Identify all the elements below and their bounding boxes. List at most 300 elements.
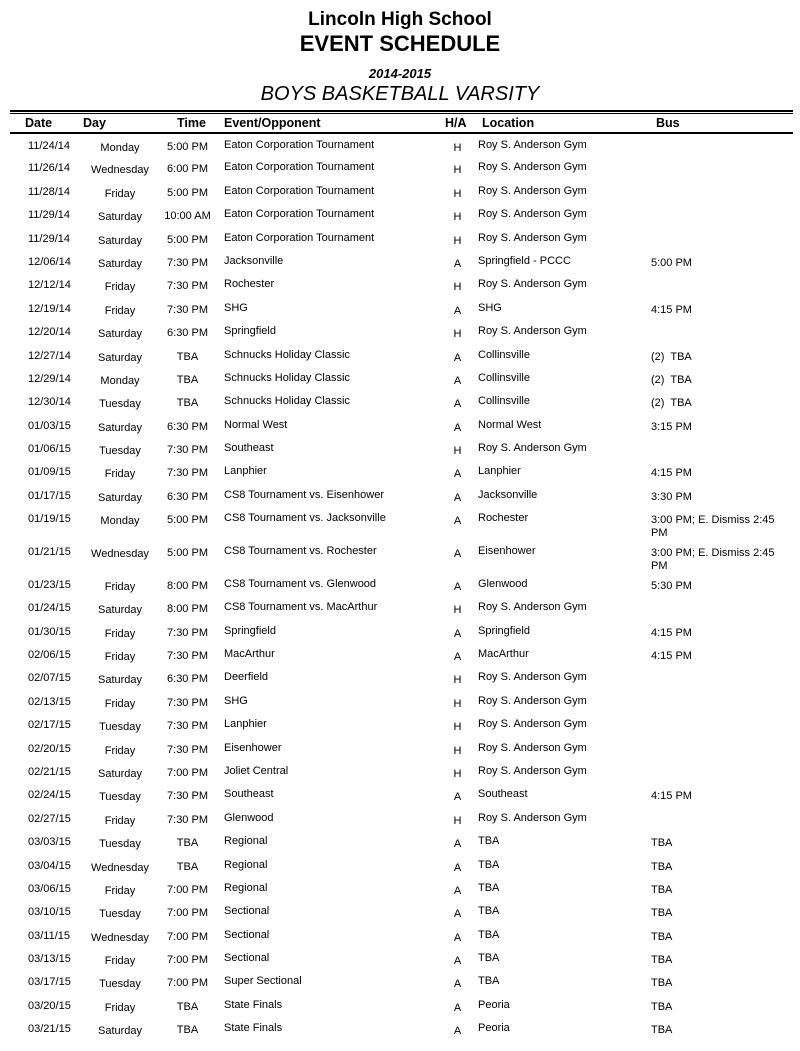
cell-date: 03/17/15 — [28, 976, 71, 989]
cell-event: Rochester — [224, 278, 275, 291]
cell-date: 02/17/15 — [28, 719, 71, 732]
cell-bus: (2) TBA — [651, 397, 692, 410]
cell-location: TBA — [478, 858, 500, 871]
cell-date: 12/20/14 — [28, 326, 71, 339]
cell-location: Rochester — [478, 512, 529, 525]
cell-ha: A — [453, 861, 462, 874]
cell-ha: A — [453, 548, 462, 561]
cell-bus: (2) TBA — [651, 373, 692, 386]
cell-date: 02/24/15 — [28, 789, 71, 802]
cell-location: TBA — [478, 952, 500, 965]
table-row — [10, 414, 793, 437]
cell-bus: TBA — [651, 837, 673, 850]
cell-bus — [645, 156, 793, 179]
cell-date: 02/13/15 — [28, 695, 71, 708]
cell-location: Roy S. Anderson Gym — [478, 278, 587, 291]
cell-time: TBA — [176, 397, 199, 410]
cell-time: 7:30 PM — [167, 743, 208, 756]
cell-date: 03/21/15 — [28, 1023, 71, 1036]
cell-event: Eaton Corporation Tournament — [224, 208, 375, 221]
cell-day: Saturday — [97, 257, 143, 270]
cell-date: 12/29/14 — [28, 372, 71, 385]
cell-bus: 5:00 PM — [651, 256, 692, 269]
cell-time: 7:30 PM — [167, 696, 208, 709]
cell-bus: TBA — [651, 1024, 673, 1037]
table-row — [10, 970, 793, 993]
cell-location: Peoria — [478, 998, 510, 1011]
cell-date: 02/21/15 — [28, 765, 71, 778]
cell-location: Normal West — [478, 418, 542, 431]
cell-location: Roy S. Anderson Gym — [478, 601, 587, 614]
cell-date: 11/26/14 — [28, 162, 71, 175]
cell-date: 03/10/15 — [28, 906, 71, 919]
cell-day: Friday — [104, 814, 136, 827]
cell-date: 01/30/15 — [28, 625, 71, 638]
column-header-day: Day — [80, 114, 160, 133]
cell-time: 7:30 PM — [167, 813, 208, 826]
table-row — [10, 713, 793, 736]
cell-ha: H — [453, 674, 462, 687]
cell-event: Southeast — [224, 442, 274, 455]
cell-date: 12/30/14 — [28, 396, 71, 409]
cell-time: 7:30 PM — [167, 303, 208, 316]
cell-day: Friday — [104, 468, 136, 481]
cell-time: 7:30 PM — [167, 467, 208, 480]
column-header-event: Event/Opponent — [215, 114, 445, 133]
cell-date: 12/19/14 — [28, 302, 71, 315]
cell-bus: TBA — [651, 907, 673, 920]
cell-day: Monday — [100, 515, 140, 528]
cell-ha: A — [453, 1025, 462, 1038]
cell-location: Roy S. Anderson Gym — [478, 694, 587, 707]
cell-location: Jacksonville — [478, 488, 538, 501]
cell-location: Roy S. Anderson Gym — [478, 671, 587, 684]
cell-event: Schnucks Holiday Classic — [224, 395, 350, 408]
cell-event: Eaton Corporation Tournament — [224, 139, 375, 151]
cell-time: 7:00 PM — [167, 930, 208, 943]
cell-day: Tuesday — [99, 398, 141, 411]
cell-event: Eaton Corporation Tournament — [224, 184, 375, 197]
cell-ha: A — [453, 627, 462, 640]
cell-event: Eaton Corporation Tournament — [224, 161, 375, 174]
cell-event: CS8 Tournament vs. MacArthur — [224, 601, 378, 614]
cell-event: Schnucks Holiday Classic — [224, 371, 350, 384]
table-row — [10, 320, 793, 343]
cell-bus — [645, 437, 793, 460]
cell-location: Collinsville — [478, 395, 530, 408]
cell-date: 01/21/15 — [28, 546, 71, 559]
cell-ha: H — [453, 211, 462, 224]
cell-location: Springfield — [478, 624, 530, 637]
table-row — [10, 133, 793, 156]
cell-day: Friday — [104, 651, 136, 664]
cell-ha: A — [453, 398, 462, 411]
cell-date: 11/29/14 — [28, 209, 71, 222]
cell-date: 02/20/15 — [28, 742, 71, 755]
cell-event: Springfield — [224, 624, 276, 637]
cell-date: 12/06/14 — [28, 255, 71, 268]
cell-day: Saturday — [97, 604, 143, 617]
table-row — [10, 760, 793, 783]
cell-day: Saturday — [97, 491, 143, 504]
cell-time: 7:30 PM — [167, 720, 208, 733]
cell-ha: H — [453, 697, 462, 710]
table-row — [10, 807, 793, 830]
cell-bus — [645, 133, 793, 156]
cell-day: Saturday — [97, 1025, 143, 1038]
cell-day: Tuesday — [99, 791, 141, 804]
table-row — [10, 273, 793, 296]
cell-time: 7:30 PM — [167, 790, 208, 803]
cell-bus: 4:15 PM — [651, 303, 692, 316]
cell-time: 7:30 PM — [167, 626, 208, 639]
table-row — [10, 877, 793, 900]
cell-day: Tuesday — [99, 908, 141, 921]
cell-bus: TBA — [651, 977, 673, 990]
cell-time: 7:30 PM — [167, 280, 208, 293]
cell-location: Roy S. Anderson Gym — [478, 718, 587, 731]
cell-date: 12/12/14 — [28, 279, 71, 292]
schedule-body — [10, 133, 793, 1041]
cell-time: 6:30 PM — [167, 327, 208, 340]
cell-time: 7:00 PM — [167, 977, 208, 990]
cell-date: 01/06/15 — [28, 443, 71, 456]
cell-location: Roy S. Anderson Gym — [478, 208, 587, 221]
cell-ha: H — [453, 767, 462, 780]
cell-bus — [645, 203, 793, 226]
cell-location: Lanphier — [478, 465, 521, 478]
cell-ha: A — [453, 955, 462, 968]
cell-ha: A — [453, 351, 462, 364]
cell-date: 01/24/15 — [28, 602, 71, 615]
table-row — [10, 783, 793, 806]
table-row — [10, 666, 793, 689]
team-label: BOYS BASKETBALL VARSITY — [260, 83, 540, 105]
cell-location: TBA — [478, 975, 500, 988]
table-row — [10, 203, 793, 226]
cell-event: Eisenhower — [224, 741, 282, 754]
cell-day: Friday — [104, 955, 136, 968]
cell-bus: 3:00 PM; E. Dismiss 2:45 PM — [651, 514, 778, 540]
table-row — [10, 540, 793, 573]
table-row — [10, 250, 793, 273]
cell-bus — [645, 737, 793, 760]
cell-event: Joliet Central — [224, 764, 289, 777]
cell-event: Jacksonville — [224, 254, 284, 267]
cell-day: Tuesday — [99, 445, 141, 458]
cell-location: SHG — [478, 301, 502, 314]
cell-day: Wednesday — [91, 548, 149, 561]
column-header-date: Date — [10, 114, 80, 133]
cell-date: 01/19/15 — [28, 513, 71, 526]
cell-event: Sectional — [224, 905, 270, 918]
cell-day: Wednesday — [91, 931, 149, 944]
cell-location: Roy S. Anderson Gym — [478, 231, 587, 244]
cell-ha: H — [453, 234, 462, 247]
cell-event: Schnucks Holiday Classic — [224, 348, 350, 361]
table-row — [10, 573, 793, 596]
cell-time: TBA — [176, 373, 199, 386]
table-row — [10, 924, 793, 947]
column-header-time: Time — [160, 114, 215, 133]
cell-bus — [645, 273, 793, 296]
cell-event: Regional — [224, 835, 268, 848]
cell-date: 03/03/15 — [28, 836, 71, 849]
cell-ha: H — [453, 328, 462, 341]
table-row — [10, 460, 793, 483]
cell-bus: 4:15 PM — [651, 790, 692, 803]
cell-day: Saturday — [97, 211, 143, 224]
table-row — [10, 737, 793, 760]
cell-location: TBA — [478, 928, 500, 941]
cell-event: CS8 Tournament vs. Jacksonville — [224, 512, 386, 525]
cell-location: Glenwood — [478, 577, 528, 590]
cell-bus: TBA — [651, 930, 673, 943]
cell-event: SHG — [224, 301, 248, 314]
column-header-location: Location — [470, 114, 645, 133]
cell-time: 7:00 PM — [167, 907, 208, 920]
cell-ha: A — [453, 374, 462, 387]
cell-date: 12/27/14 — [28, 349, 71, 362]
cell-bus — [645, 180, 793, 203]
cell-time: 5:00 PM — [167, 141, 208, 153]
cell-bus: (2) TBA — [651, 350, 692, 363]
table-row — [10, 690, 793, 713]
cell-location: Roy S. Anderson Gym — [478, 811, 587, 824]
table-header — [10, 114, 793, 133]
cell-ha: A — [453, 651, 462, 664]
cell-time: 7:00 PM — [167, 883, 208, 896]
cell-bus — [645, 807, 793, 830]
cell-ha: A — [453, 791, 462, 804]
cell-date: 01/09/15 — [28, 466, 71, 479]
cell-bus: TBA — [651, 883, 673, 896]
cell-event: State Finals — [224, 998, 283, 1011]
cell-bus — [645, 666, 793, 689]
cell-ha: H — [453, 604, 462, 617]
table-row — [10, 344, 793, 367]
table-row — [10, 180, 793, 203]
cell-event: Sectional — [224, 928, 270, 941]
cell-location: TBA — [478, 835, 500, 848]
cell-bus: 4:15 PM — [651, 467, 692, 480]
cell-location: Southeast — [478, 788, 528, 801]
page-header — [0, 9, 800, 106]
cell-day: Friday — [104, 1001, 136, 1014]
table-row — [10, 947, 793, 970]
table-row — [10, 854, 793, 877]
cell-time: TBA — [176, 860, 199, 873]
cell-day: Tuesday — [99, 838, 141, 851]
cell-day: Saturday — [97, 767, 143, 780]
cell-day: Monday — [100, 374, 140, 387]
cell-location: Roy S. Anderson Gym — [478, 325, 587, 338]
column-header-bus: Bus — [645, 114, 793, 133]
cell-day: Friday — [104, 580, 136, 593]
cell-bus: 5:30 PM — [651, 579, 692, 592]
cell-location: Roy S. Anderson Gym — [478, 139, 587, 151]
table-row — [10, 830, 793, 853]
cell-event: Springfield — [224, 325, 276, 338]
cell-bus: TBA — [651, 954, 673, 967]
cell-day: Friday — [104, 187, 136, 200]
cell-location: Roy S. Anderson Gym — [478, 184, 587, 197]
cell-date: 03/04/15 — [28, 859, 71, 872]
cell-time: TBA — [176, 1024, 199, 1037]
cell-event: Lanphier — [224, 465, 267, 478]
cell-bus: 4:15 PM — [651, 650, 692, 663]
cell-day: Tuesday — [99, 978, 141, 991]
cell-date: 11/29/14 — [28, 232, 71, 245]
cell-location: TBA — [478, 881, 500, 894]
season-label: 2014-2015 — [368, 66, 432, 81]
header-row — [10, 114, 793, 133]
cell-day: Wednesday — [91, 861, 149, 874]
cell-location: Collinsville — [478, 348, 530, 361]
cell-day: Friday — [104, 627, 136, 640]
cell-location: Collinsville — [478, 371, 530, 384]
cell-ha: H — [453, 187, 462, 200]
cell-event: Eaton Corporation Tournament — [224, 231, 375, 244]
cell-ha: H — [453, 142, 462, 154]
cell-day: Friday — [104, 744, 136, 757]
cell-time: 6:30 PM — [167, 490, 208, 503]
cell-day: Saturday — [97, 351, 143, 364]
cell-event: CS8 Tournament vs. Rochester — [224, 545, 377, 558]
cell-ha: A — [453, 257, 462, 270]
cell-bus: TBA — [651, 860, 673, 873]
table-row — [10, 390, 793, 413]
cell-ha: A — [453, 838, 462, 851]
cell-time: 7:30 PM — [167, 650, 208, 663]
cell-day: Saturday — [97, 421, 143, 434]
table-row — [10, 484, 793, 507]
table-row — [10, 227, 793, 250]
table-row — [10, 994, 793, 1017]
cell-time: 5:00 PM — [167, 547, 208, 560]
cell-time: TBA — [176, 1000, 199, 1013]
cell-time: 5:00 PM — [167, 233, 208, 246]
cell-day: Saturday — [97, 328, 143, 341]
cell-location: Roy S. Anderson Gym — [478, 741, 587, 754]
cell-bus: TBA — [651, 1000, 673, 1013]
cell-event: Southeast — [224, 788, 274, 801]
table-row — [10, 643, 793, 666]
cell-date: 02/27/15 — [28, 812, 71, 825]
table-row — [10, 297, 793, 320]
cell-day: Saturday — [97, 674, 143, 687]
cell-time: TBA — [176, 837, 199, 850]
cell-event: SHG — [224, 694, 248, 707]
cell-event: Sectional — [224, 952, 270, 965]
cell-ha: A — [453, 515, 462, 528]
cell-time: TBA — [176, 350, 199, 363]
cell-time: 6:00 PM — [167, 163, 208, 176]
cell-day: Saturday — [97, 234, 143, 247]
cell-ha: H — [453, 721, 462, 734]
cell-event: Regional — [224, 881, 268, 894]
cell-date: 01/23/15 — [28, 578, 71, 591]
cell-bus — [645, 596, 793, 619]
table-row — [10, 900, 793, 923]
cell-date: 11/24/14 — [28, 140, 71, 152]
table-row — [10, 1017, 793, 1040]
cell-time: 6:30 PM — [167, 673, 208, 686]
school-name: Lincoln High School — [308, 9, 492, 30]
cell-date: 02/07/15 — [28, 672, 71, 685]
cell-day: Tuesday — [99, 721, 141, 734]
cell-location: TBA — [478, 905, 500, 918]
cell-time: 6:30 PM — [167, 420, 208, 433]
table-row — [10, 156, 793, 179]
cell-location: Peoria — [478, 1022, 510, 1035]
cell-ha: A — [453, 931, 462, 944]
cell-time: 7:00 PM — [167, 766, 208, 779]
cell-location: MacArthur — [478, 648, 529, 661]
cell-event: CS8 Tournament vs. Glenwood — [224, 577, 377, 590]
cell-ha: A — [453, 491, 462, 504]
cell-ha: A — [453, 884, 462, 897]
cell-time: 10:00 AM — [164, 210, 211, 223]
cell-date: 02/06/15 — [28, 649, 71, 662]
cell-ha: A — [453, 580, 462, 593]
cell-time: 8:00 PM — [167, 603, 208, 616]
cell-ha: A — [453, 908, 462, 921]
cell-event: Super Sectional — [224, 975, 302, 988]
cell-bus: 3:30 PM — [651, 490, 692, 503]
page-title: EVENT SCHEDULE — [299, 31, 501, 56]
cell-ha: A — [453, 421, 462, 434]
cell-time: 5:00 PM — [167, 186, 208, 199]
cell-event: MacArthur — [224, 648, 275, 661]
cell-bus — [645, 713, 793, 736]
cell-event: Lanphier — [224, 718, 267, 731]
table-row — [10, 620, 793, 643]
cell-bus: 4:15 PM — [651, 626, 692, 639]
cell-date: 01/03/15 — [28, 419, 71, 432]
cell-day: Wednesday — [91, 164, 149, 177]
cell-event: CS8 Tournament vs. Eisenhower — [224, 488, 384, 501]
cell-bus — [645, 227, 793, 250]
table-row — [10, 507, 793, 540]
cell-ha: A — [453, 468, 462, 481]
cell-bus: 3:15 PM — [651, 420, 692, 433]
cell-ha: H — [453, 281, 462, 294]
cell-time: 5:00 PM — [167, 514, 208, 527]
cell-date: 03/11/15 — [28, 929, 71, 942]
cell-location: Roy S. Anderson Gym — [478, 442, 587, 455]
cell-location: Roy S. Anderson Gym — [478, 764, 587, 777]
cell-ha: H — [453, 744, 462, 757]
cell-ha: A — [453, 304, 462, 317]
cell-bus — [645, 760, 793, 783]
cell-event: State Finals — [224, 1022, 283, 1035]
cell-date: 01/17/15 — [28, 489, 71, 502]
cell-location: Roy S. Anderson Gym — [478, 161, 587, 174]
cell-date: 03/20/15 — [28, 999, 71, 1012]
cell-time: 7:30 PM — [167, 256, 208, 269]
cell-date: 03/06/15 — [28, 882, 71, 895]
cell-bus — [645, 690, 793, 713]
cell-ha: A — [453, 978, 462, 991]
cell-day: Friday — [104, 281, 136, 294]
cell-day: Friday — [104, 884, 136, 897]
cell-bus — [645, 320, 793, 343]
table-row — [10, 437, 793, 460]
cell-event: Regional — [224, 858, 268, 871]
cell-time: 7:30 PM — [167, 444, 208, 457]
table-row — [10, 367, 793, 390]
